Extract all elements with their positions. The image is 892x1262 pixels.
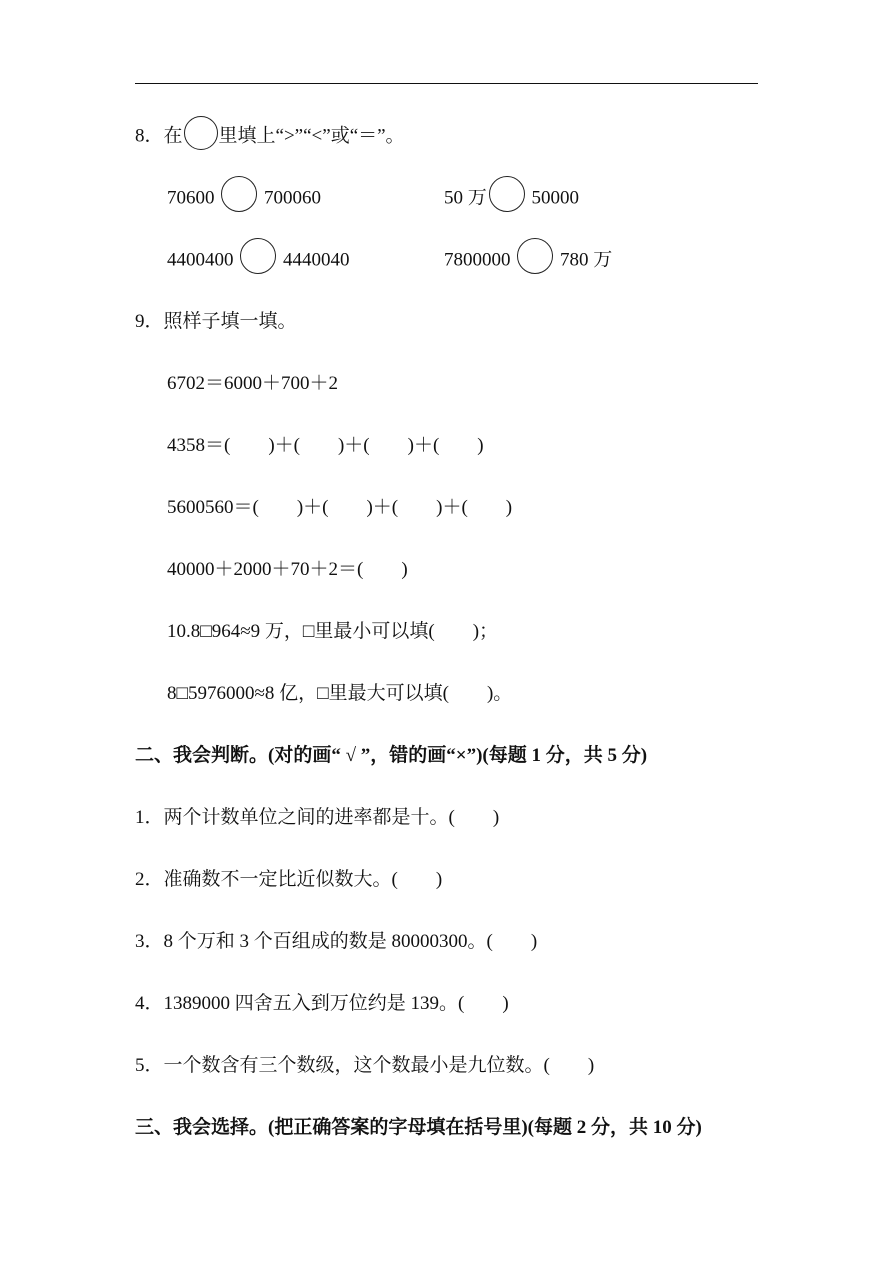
q9-line3[interactable]: 40000＋2000＋70＋2＝( ) — [167, 559, 408, 580]
q8-r2-left-b: 4440040 — [283, 249, 350, 271]
q8-row1-left — [167, 186, 321, 212]
q10-line2[interactable]: 8□5976000≈8 亿，□里最大可以填( )。 — [167, 683, 513, 704]
q8-number: 8． — [135, 125, 164, 147]
q8-text-before: 在 — [163, 125, 183, 147]
q9-line1[interactable]: 4358＝( )＋( )＋( )＋( ) — [167, 435, 484, 456]
q8-instruction — [135, 124, 405, 150]
q8-r1-right-b: 50000 — [531, 187, 580, 209]
judge-item-4[interactable]: 4．1389000 四舍五入到万位约是 139。( ) — [135, 993, 509, 1014]
judge-item-3[interactable]: 3．8 个万和 3 个百组成的数是 80000300。( ) — [135, 931, 538, 952]
q9-title: 照样子填一填。 — [163, 311, 297, 332]
q9-number: 9． — [135, 311, 164, 332]
compare-circle[interactable] — [221, 176, 257, 212]
header-rule — [135, 83, 758, 84]
q8-r2-right-a: 7800000 — [444, 249, 511, 271]
q9-instruction — [135, 310, 297, 334]
compare-circle[interactable] — [517, 238, 553, 274]
q8-r2-right-b: 780 万 — [560, 249, 613, 271]
q8-row1-right — [444, 186, 579, 212]
q8-r2-left-a: 4400400 — [167, 249, 234, 271]
section3-heading: 三、我会选择。(把正确答案的字母填在括号里)(每题 2 分，共 10 分) — [135, 1117, 702, 1138]
judge-item-2[interactable]: 2．准确数不一定比近似数大。( ) — [135, 869, 443, 890]
q9-example: 6702＝6000＋700＋2 — [167, 373, 339, 394]
q8-r1-left-b: 700060 — [264, 187, 321, 209]
compare-circle[interactable] — [240, 238, 276, 274]
q8-text-after: 里填上“>”“<”或“＝”。 — [218, 125, 405, 147]
q8-row2-left — [167, 248, 350, 274]
q8-row2-right — [444, 248, 612, 274]
section2-heading: 二、我会判断。(对的画“ √ ”，错的画“×”)(每题 1 分，共 5 分) — [135, 745, 648, 766]
q10-line1[interactable]: 10.8□964≈9 万，□里最小可以填( )； — [167, 621, 499, 642]
compare-circle[interactable] — [489, 176, 525, 212]
q9-line2[interactable]: 5600560＝( )＋( )＋( )＋( ) — [167, 497, 513, 518]
q8-r1-left-a: 70600 — [167, 187, 215, 209]
q8-sample-circle — [184, 116, 218, 150]
judge-item-5[interactable]: 5．一个数含有三个数级，这个数最小是九位数。( ) — [135, 1055, 595, 1076]
judge-item-1[interactable]: 1．两个计数单位之间的进率都是十。( ) — [135, 807, 500, 828]
q8-r1-right-a: 50 万 — [444, 187, 487, 209]
